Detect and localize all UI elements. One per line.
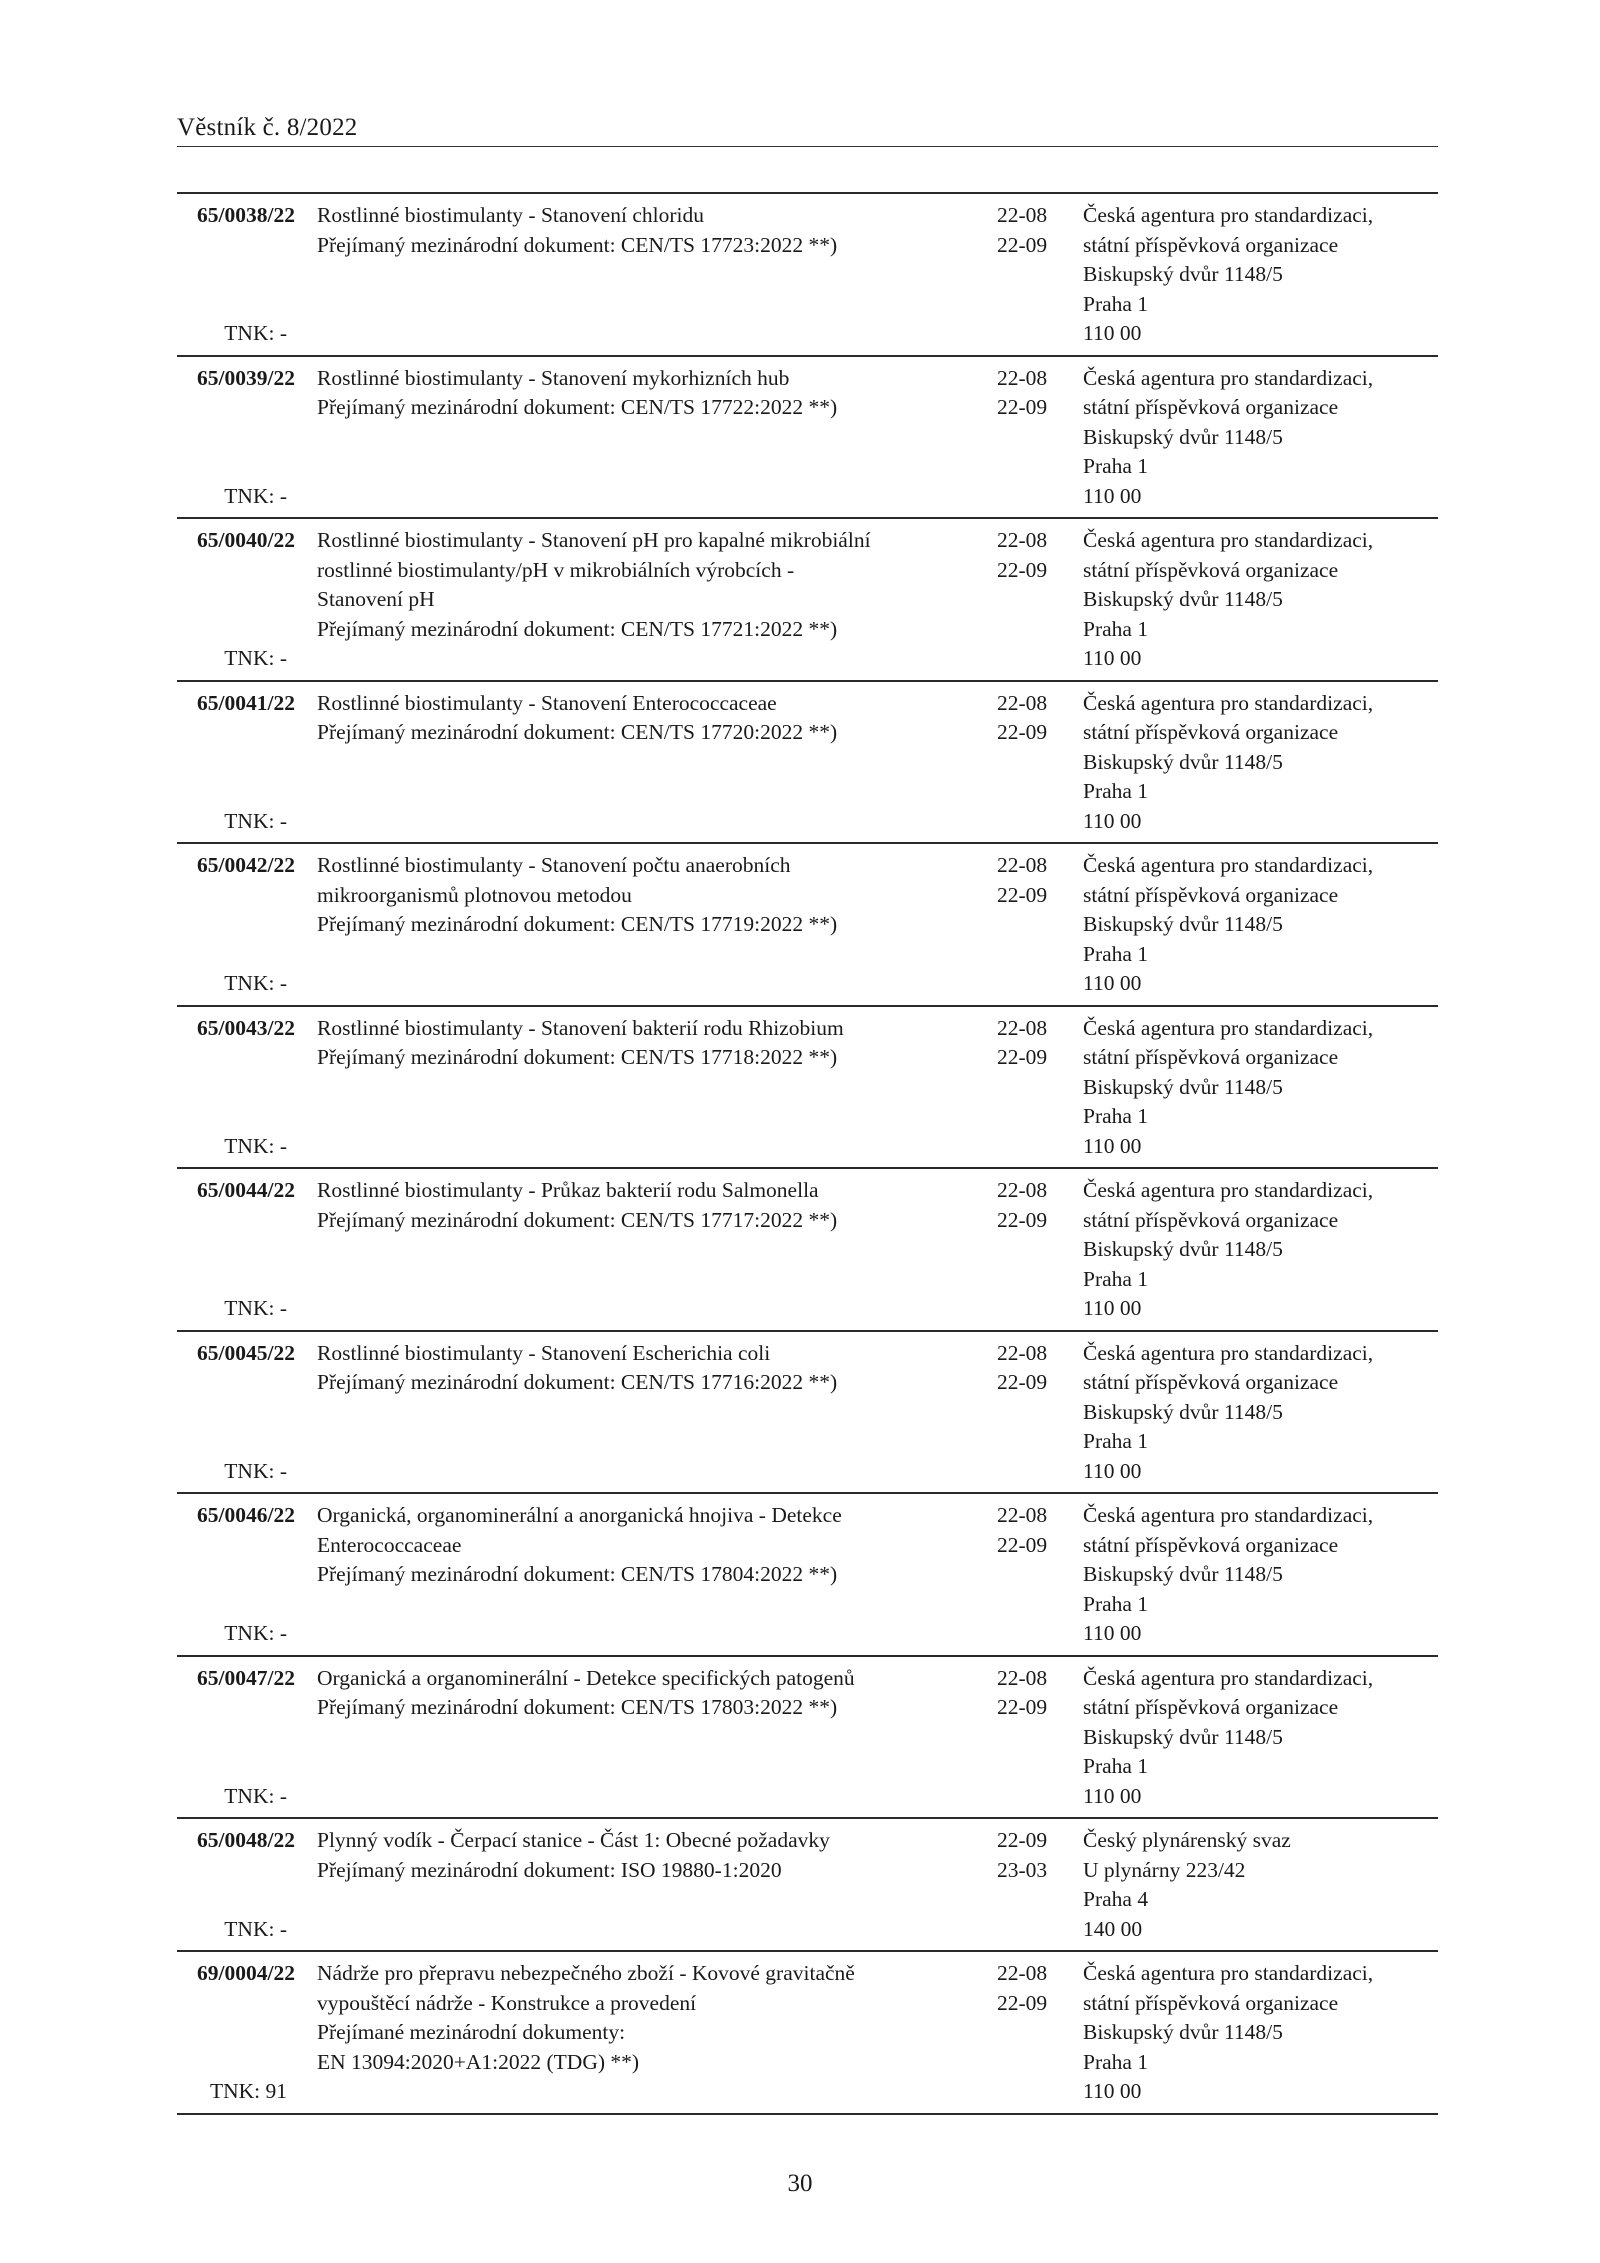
organization-line: státní příspěvková organizace xyxy=(1083,1695,1339,1719)
date-line: 22-09 xyxy=(997,557,1048,582)
entry-number: 65/0045/22 xyxy=(197,1340,295,1365)
entry-tnk: TNK: 91 xyxy=(209,2079,287,2103)
entry-title xyxy=(317,851,992,999)
organization-line: 110 00 xyxy=(1083,483,1142,508)
entry-tnk: TNK: - xyxy=(224,321,287,345)
entry-organization xyxy=(1083,1959,1438,2107)
organization-line: Biskupský dvůr 1148/5 xyxy=(1083,912,1283,936)
title-line: mikroorganismů plotnovou metodou xyxy=(317,882,632,907)
entry-dates xyxy=(992,364,1083,512)
organization-line: 110 00 xyxy=(1083,646,1142,670)
entry-organization xyxy=(1083,201,1438,349)
entry-organization xyxy=(1083,1826,1438,1944)
entry-title xyxy=(317,689,992,837)
title-line: Rostlinné biostimulanty - Průkaz bakterií rodu Salmonella xyxy=(317,1178,819,1202)
organization-line: Biskupský dvůr 1148/5 xyxy=(1083,1562,1283,1586)
organization-line: U plynárny 223/42 xyxy=(1083,1857,1246,1882)
organization-line: Česká agentura pro standardizaci, xyxy=(1083,365,1374,390)
date-line: 22-09 xyxy=(997,1207,1048,1232)
organization-line: 110 00 xyxy=(1083,1621,1142,1645)
entry-id-column xyxy=(177,1501,317,1649)
entry-dates xyxy=(992,1826,1083,1944)
date-line: 22-08 xyxy=(997,1961,1048,1985)
title-line: Organická, organominerální a anorganická hnojiva - Detekce xyxy=(317,1503,842,1527)
entry-title xyxy=(317,526,992,674)
title-line: vypouštěcí nádrže - Konstrukce a provedení xyxy=(317,1990,697,2015)
entry-organization xyxy=(1083,526,1438,674)
date-line: 23-03 xyxy=(997,1857,1048,1882)
organization-line: Praha 1 xyxy=(1083,2049,1149,2074)
organization-line: Biskupský dvůr 1148/5 xyxy=(1083,1074,1283,1099)
title-line: Přejímaný mezinárodní dokument: CEN/TS 17723:2022 **) xyxy=(317,232,838,257)
organization-line: Český plynárenský svaz xyxy=(1083,1828,1291,1852)
title-line: Plynný vodík - Čerpací stanice - Část 1: Obecné požadavky xyxy=(317,1828,830,1852)
entry-organization xyxy=(1083,1014,1438,1162)
entry-row xyxy=(177,1950,1438,2115)
title-line: Přejímaný mezinárodní dokument: CEN/TS 17716:2022 **) xyxy=(317,1370,838,1394)
organization-line: státní příspěvková organizace xyxy=(1083,1045,1339,1069)
date-line: 22-09 xyxy=(997,720,1048,744)
entry-title xyxy=(317,1664,992,1812)
entry-number: 65/0047/22 xyxy=(197,1665,295,1690)
date-line: 22-08 xyxy=(997,203,1048,227)
title-line: Rostlinné biostimulanty - Stanovení počtu anaerobních xyxy=(317,853,791,877)
organization-line: Praha 1 xyxy=(1083,291,1149,316)
entry-id-column xyxy=(177,526,317,674)
entry-organization xyxy=(1083,1501,1438,1649)
title-line: Rostlinné biostimulanty - Stanovení chloridu xyxy=(317,203,704,227)
date-line: 22-09 xyxy=(997,1370,1048,1394)
entry-row xyxy=(177,1005,1438,1168)
entry-dates xyxy=(992,201,1083,349)
organization-line: Česká agentura pro standardizaci, xyxy=(1083,1340,1374,1365)
organization-line: Praha 1 xyxy=(1083,779,1149,803)
entry-dates xyxy=(992,1339,1083,1487)
date-line: 22-08 xyxy=(997,1503,1048,1527)
organization-line: Praha 1 xyxy=(1083,1266,1149,1291)
date-line: 22-09 xyxy=(997,1990,1048,2015)
running-head: Věstník č. 8/2022 xyxy=(177,114,358,141)
organization-line: 110 00 xyxy=(1083,321,1142,345)
entry-tnk: TNK: - xyxy=(224,1133,287,1158)
title-line: Rostlinné biostimulanty - Stanovení pH pro kapalné mikrobiální xyxy=(317,528,871,552)
entry-title xyxy=(317,1339,992,1487)
date-line: 22-08 xyxy=(997,365,1048,390)
title-line: Přejímaný mezinárodní dokument: CEN/TS 17804:2022 **) xyxy=(317,1562,838,1586)
entry-dates xyxy=(992,689,1083,837)
organization-line: Česká agentura pro standardizaci, xyxy=(1083,853,1374,877)
organization-line: státní příspěvková organizace xyxy=(1083,882,1339,907)
entry-tnk: TNK: - xyxy=(224,971,287,995)
entry-organization xyxy=(1083,364,1438,512)
entry-organization xyxy=(1083,1664,1438,1812)
organization-line: Praha 1 xyxy=(1083,1754,1149,1778)
title-line: Přejímaný mezinárodní dokument: CEN/TS 17719:2022 **) xyxy=(317,912,838,936)
title-line: Přejímaný mezinárodní dokument: ISO 19880-1:2020 xyxy=(317,1857,782,1882)
title-line: Rostlinné biostimulanty - Stanovení Escherichia coli xyxy=(317,1340,771,1365)
organization-line: Praha 1 xyxy=(1083,1429,1149,1453)
organization-line: Praha 1 xyxy=(1083,1104,1149,1128)
organization-line: Praha 1 xyxy=(1083,616,1149,641)
organization-line: státní příspěvková organizace xyxy=(1083,395,1339,419)
date-line: 22-08 xyxy=(997,1665,1048,1690)
organization-line: státní příspěvková organizace xyxy=(1083,1370,1339,1394)
title-line: rostlinné biostimulanty/pH v mikrobiálních výrobcích - xyxy=(317,557,795,582)
entry-row xyxy=(177,355,1438,518)
date-line: 22-08 xyxy=(997,1340,1048,1365)
organization-line: Biskupský dvůr 1148/5 xyxy=(1083,1724,1283,1749)
entry-dates xyxy=(992,1959,1083,2107)
entry-tnk: TNK: - xyxy=(224,808,287,833)
entry-id-column xyxy=(177,364,317,512)
entry-organization xyxy=(1083,851,1438,999)
entry-row xyxy=(177,1167,1438,1330)
entry-number: 65/0041/22 xyxy=(197,690,295,715)
entry-title xyxy=(317,1501,992,1649)
entry-title xyxy=(317,1014,992,1162)
entry-id-column xyxy=(177,1959,317,2107)
organization-line: Česká agentura pro standardizaci, xyxy=(1083,1665,1374,1690)
organization-line: 110 00 xyxy=(1083,1133,1142,1158)
title-line: Stanovení pH xyxy=(317,587,435,611)
date-line: 22-08 xyxy=(997,1015,1048,1040)
entry-tnk: TNK: - xyxy=(224,1916,287,1941)
organization-line: Biskupský dvůr 1148/5 xyxy=(1083,749,1283,774)
organization-line: 110 00 xyxy=(1083,1783,1142,1808)
entry-organization xyxy=(1083,689,1438,837)
organization-line: státní příspěvková organizace xyxy=(1083,720,1339,744)
entry-row xyxy=(177,517,1438,680)
organization-line: Česká agentura pro standardizaci, xyxy=(1083,1503,1374,1527)
organization-line: 140 00 xyxy=(1083,1916,1143,1941)
entry-tnk: TNK: - xyxy=(224,1296,287,1320)
title-line: Rostlinné biostimulanty - Stanovení Enterococcaceae xyxy=(317,690,777,715)
organization-line: Biskupský dvůr 1148/5 xyxy=(1083,1237,1283,1261)
title-line: Rostlinné biostimulanty - Stanovení bakterií rodu Rhizobium xyxy=(317,1015,844,1040)
entry-row xyxy=(177,680,1438,843)
title-line: Organická a organominerální - Detekce specifických patogenů xyxy=(317,1665,855,1690)
page-number: 30 xyxy=(787,2170,813,2197)
date-line: 22-09 xyxy=(997,1532,1048,1557)
standards-list xyxy=(177,192,1438,2115)
entry-id-column xyxy=(177,851,317,999)
organization-line: 110 00 xyxy=(1083,808,1142,833)
entry-title xyxy=(317,1959,992,2107)
organization-line: státní příspěvková organizace xyxy=(1083,1532,1339,1557)
entry-dates xyxy=(992,1176,1083,1324)
date-line: 22-09 xyxy=(997,1695,1048,1719)
organization-line: 110 00 xyxy=(1083,1458,1142,1483)
entry-title xyxy=(317,1176,992,1324)
entry-dates xyxy=(992,526,1083,674)
organization-line: Biskupský dvůr 1148/5 xyxy=(1083,1399,1283,1424)
entry-dates xyxy=(992,1501,1083,1649)
entry-row xyxy=(177,192,1438,355)
date-line: 22-08 xyxy=(997,853,1048,877)
title-line: Rostlinné biostimulanty - Stanovení mykorhizních hub xyxy=(317,365,790,390)
title-line: Přejímaný mezinárodní dokument: CEN/TS 17803:2022 **) xyxy=(317,1695,838,1719)
organization-line: Biskupský dvůr 1148/5 xyxy=(1083,587,1283,611)
entry-organization xyxy=(1083,1339,1438,1487)
date-line: 22-09 xyxy=(997,1045,1048,1069)
organization-line: Biskupský dvůr 1148/5 xyxy=(1083,2020,1283,2044)
title-line: EN 13094:2020+A1:2022 (TDG) **) xyxy=(317,2049,640,2074)
organization-line: Česká agentura pro standardizaci, xyxy=(1083,690,1374,715)
organization-line: Biskupský dvůr 1148/5 xyxy=(1083,424,1283,449)
entry-row xyxy=(177,842,1438,1005)
entry-number: 65/0038/22 xyxy=(197,203,295,227)
title-line: Enterococcaceae xyxy=(317,1532,462,1557)
entry-organization xyxy=(1083,1176,1438,1324)
entry-id-column xyxy=(177,1826,317,1944)
organization-line: Praha 4 xyxy=(1083,1887,1149,1911)
organization-line: Biskupský dvůr 1148/5 xyxy=(1083,262,1283,286)
entry-id-column xyxy=(177,1176,317,1324)
entry-tnk: TNK: - xyxy=(224,1621,287,1645)
organization-line: 110 00 xyxy=(1083,2079,1142,2103)
entry-number: 65/0044/22 xyxy=(197,1178,295,1202)
date-line: 22-09 xyxy=(997,882,1048,907)
date-line: 22-09 xyxy=(997,395,1048,419)
organization-line: státní příspěvková organizace xyxy=(1083,1207,1339,1232)
organization-line: státní příspěvková organizace xyxy=(1083,557,1339,582)
entry-number: 65/0039/22 xyxy=(197,365,295,390)
title-line: Přejímaný mezinárodní dokument: CEN/TS 17717:2022 **) xyxy=(317,1207,838,1232)
organization-line: Praha 1 xyxy=(1083,454,1149,478)
organization-line: státní příspěvková organizace xyxy=(1083,1990,1339,2015)
entry-number: 65/0040/22 xyxy=(197,528,295,552)
title-line: Přejímaný mezinárodní dokument: CEN/TS 17718:2022 **) xyxy=(317,1045,838,1069)
entry-row xyxy=(177,1330,1438,1493)
organization-line: Česká agentura pro standardizaci, xyxy=(1083,203,1374,227)
entry-id-column xyxy=(177,1339,317,1487)
date-line: 22-09 xyxy=(997,1828,1048,1852)
date-line: 22-08 xyxy=(997,528,1048,552)
title-line: Přejímaný mezinárodní dokument: CEN/TS 17720:2022 **) xyxy=(317,720,838,744)
organization-line: Česká agentura pro standardizaci, xyxy=(1083,1178,1374,1202)
entry-tnk: TNK: - xyxy=(224,1458,287,1483)
entry-id-column xyxy=(177,1014,317,1162)
entry-row xyxy=(177,1492,1438,1655)
date-line: 22-08 xyxy=(997,690,1048,715)
entry-id-column xyxy=(177,1664,317,1812)
entry-dates xyxy=(992,1664,1083,1812)
entry-number: 69/0004/22 xyxy=(197,1961,295,1985)
organization-line: Česká agentura pro standardizaci, xyxy=(1083,528,1374,552)
entry-tnk: TNK: - xyxy=(224,1783,287,1808)
date-line: 22-08 xyxy=(997,1178,1048,1202)
organization-line: 110 00 xyxy=(1083,1296,1142,1320)
organization-line: státní příspěvková organizace xyxy=(1083,232,1339,257)
entry-row xyxy=(177,1817,1438,1950)
entry-title xyxy=(317,201,992,349)
entry-dates xyxy=(992,1014,1083,1162)
entry-title xyxy=(317,1826,992,1944)
entry-id-column xyxy=(177,201,317,349)
entry-number: 65/0046/22 xyxy=(197,1503,295,1527)
entry-number: 65/0043/22 xyxy=(197,1015,295,1040)
entry-dates xyxy=(992,851,1083,999)
title-line: Nádrže pro přepravu nebezpečného zboží - Kovové gravitačně xyxy=(317,1961,855,1985)
title-line: Přejímaný mezinárodní dokument: CEN/TS 17721:2022 **) xyxy=(317,616,838,641)
organization-line: Praha 1 xyxy=(1083,1591,1149,1616)
entry-id-column xyxy=(177,689,317,837)
entry-title xyxy=(317,364,992,512)
title-line: Přejímané mezinárodní dokumenty: xyxy=(317,2020,626,2044)
organization-line: Praha 1 xyxy=(1083,941,1149,966)
date-line: 22-09 xyxy=(997,232,1048,257)
entry-tnk: TNK: - xyxy=(224,483,287,508)
entry-tnk: TNK: - xyxy=(224,646,287,670)
organization-line: 110 00 xyxy=(1083,971,1142,995)
entry-number: 65/0048/22 xyxy=(197,1828,295,1852)
organization-line: Česká agentura pro standardizaci, xyxy=(1083,1015,1374,1040)
entry-row xyxy=(177,1655,1438,1818)
header-rule xyxy=(177,146,1438,147)
entry-number: 65/0042/22 xyxy=(197,853,295,877)
organization-line: Česká agentura pro standardizaci, xyxy=(1083,1961,1374,1985)
title-line: Přejímaný mezinárodní dokument: CEN/TS 17722:2022 **) xyxy=(317,395,838,419)
